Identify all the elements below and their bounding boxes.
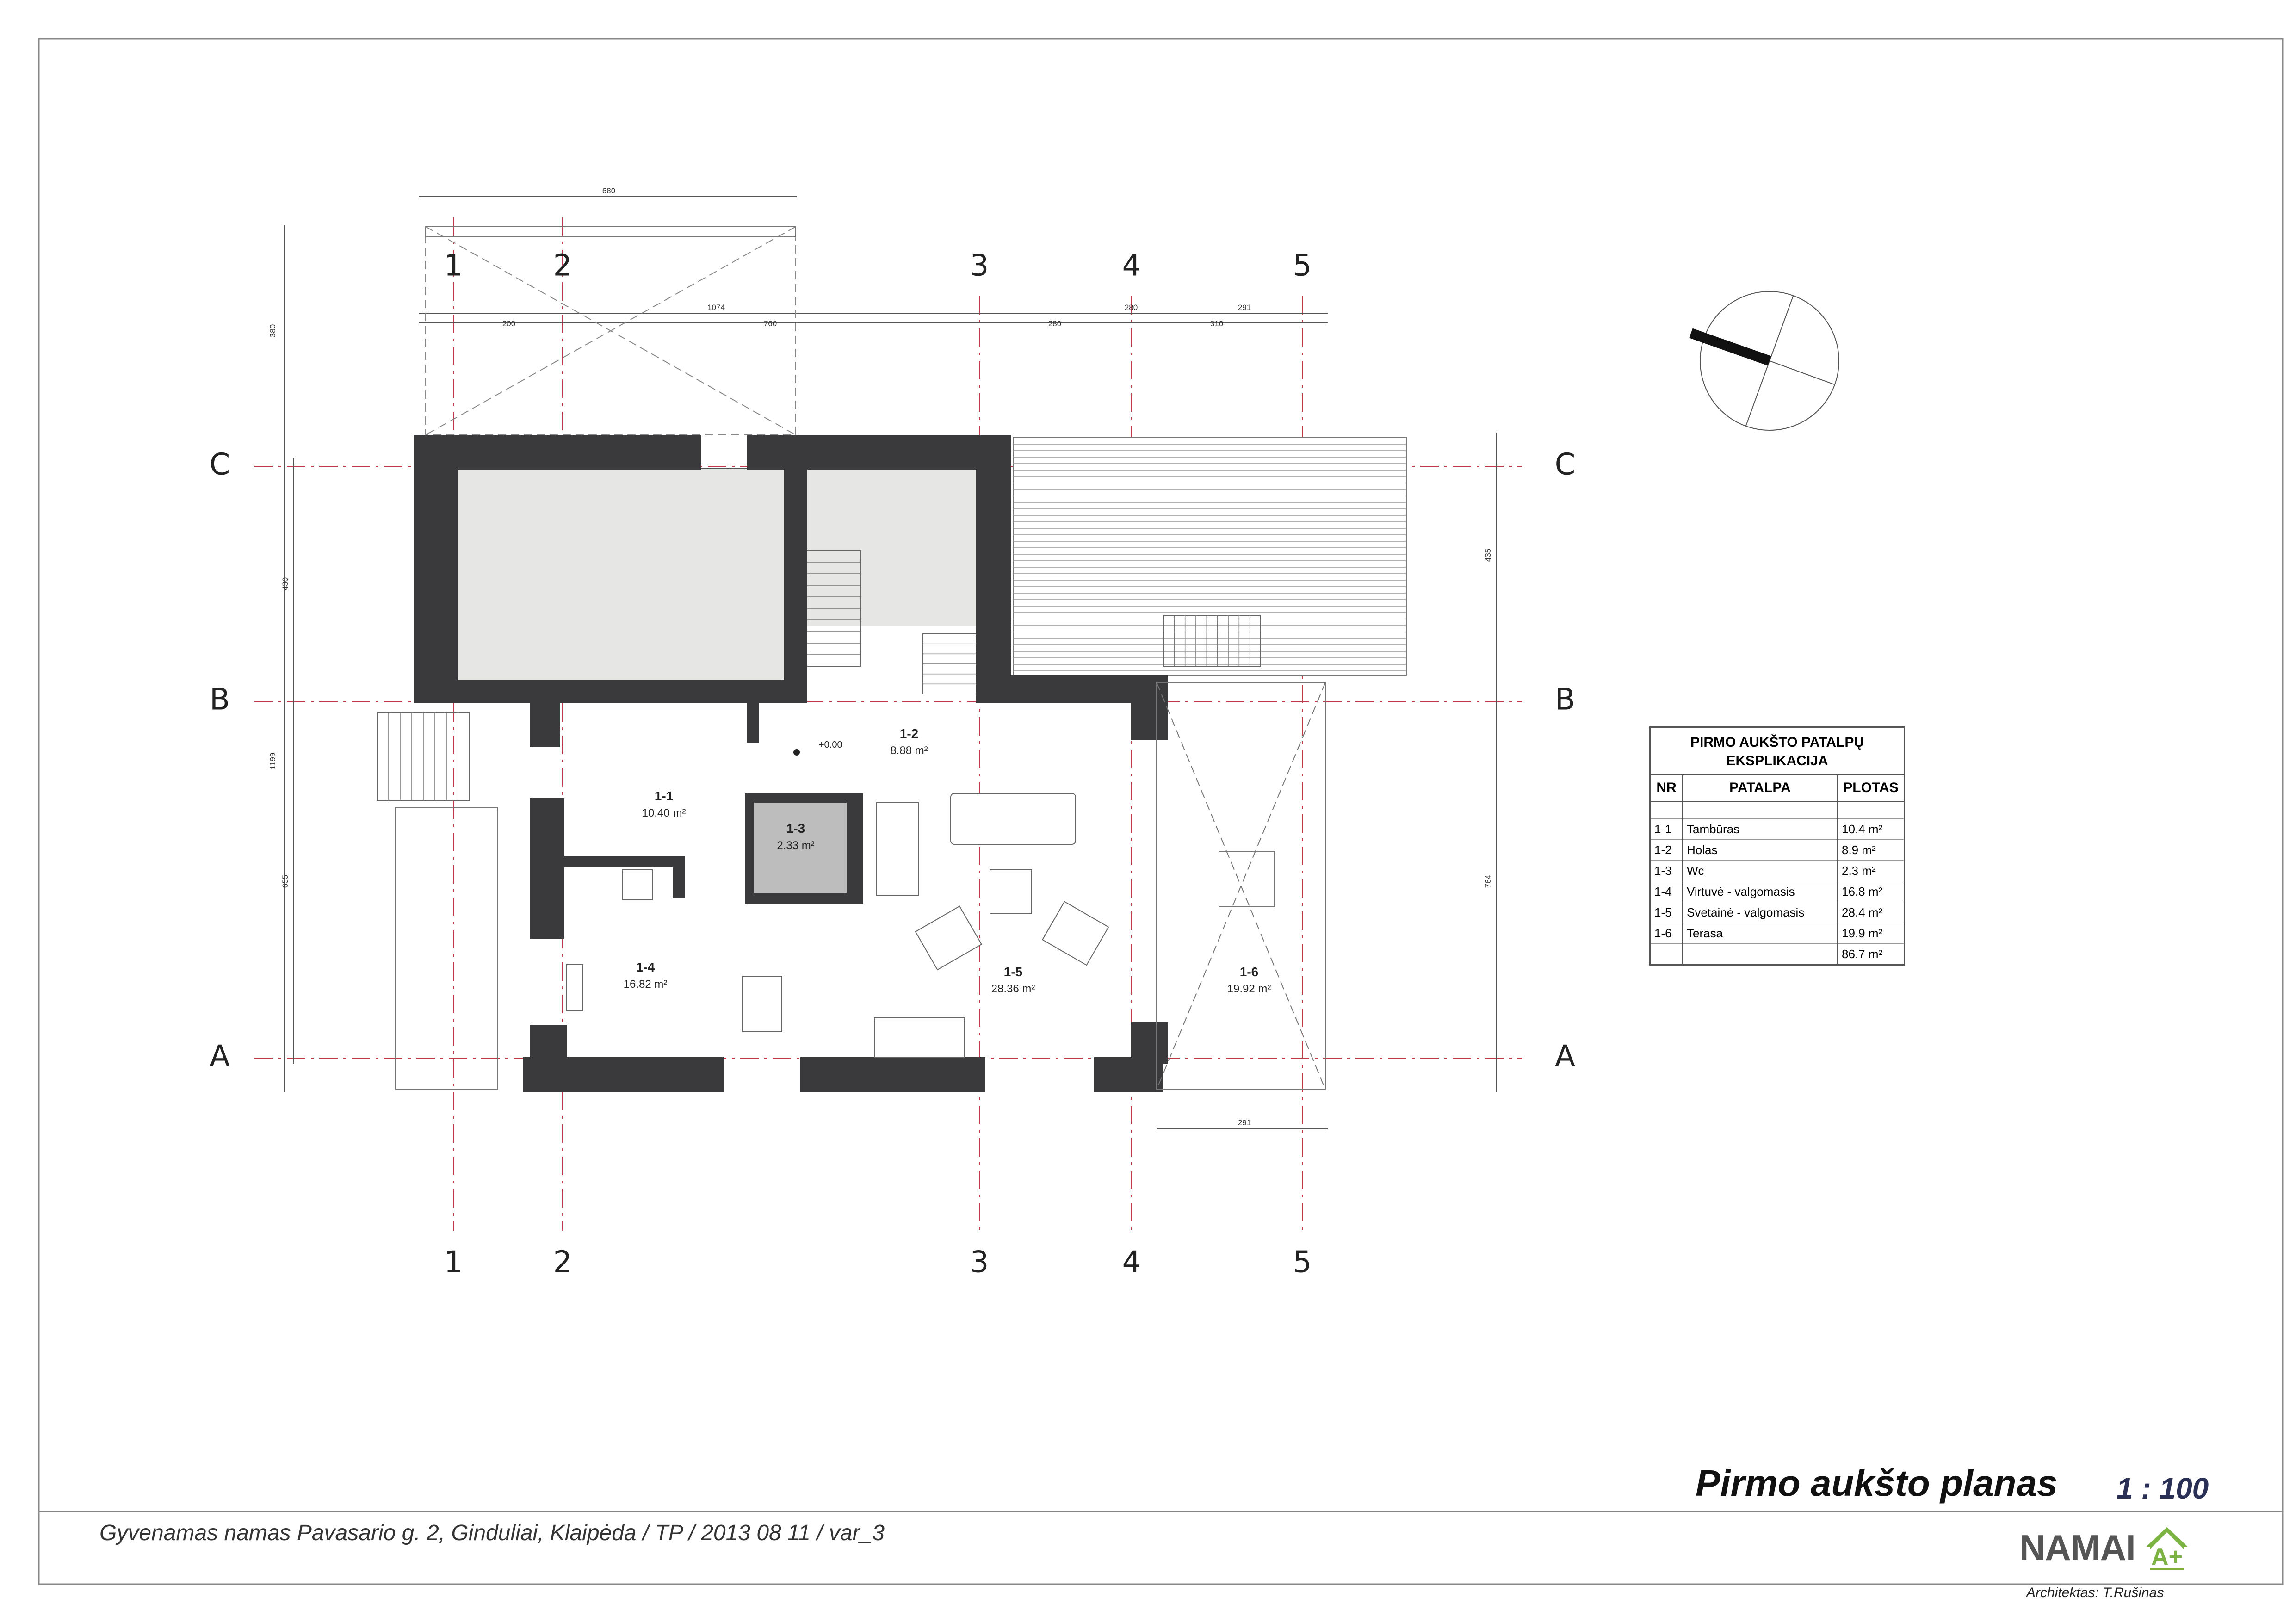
header-nr: NR	[1651, 775, 1683, 801]
table-row	[1651, 840, 1904, 861]
cell-nr: 1-2	[1651, 840, 1683, 861]
cell-room: Terasa	[1683, 923, 1838, 944]
cell-nr: 1-6	[1651, 923, 1683, 944]
level-marker-icon	[793, 749, 800, 756]
header-room: PATALPA	[1683, 775, 1838, 801]
table-row	[1651, 923, 1904, 944]
cell-area: 8.9 m²	[1838, 840, 1904, 861]
room-1-2-area: 8.88 m²	[890, 744, 928, 757]
dim-280-second: 280	[1048, 319, 1062, 328]
axis-label-3-top: 3	[970, 248, 989, 283]
axis-label-2-top: 2	[553, 248, 572, 283]
cell-room: Wc	[1683, 861, 1838, 881]
dim-280-top: 280	[1124, 303, 1138, 312]
total-row	[1651, 944, 1904, 965]
room-shade-stair	[805, 469, 977, 626]
room-shade-left	[456, 469, 786, 681]
axis-label-c-left: C	[209, 447, 230, 482]
axis-label-1-bottom: 1	[444, 1245, 463, 1280]
logo-text: NAMAI	[2019, 1527, 2135, 1568]
roof-edge-ticks	[426, 227, 796, 237]
project-caption: Gyvenamas namas Pavasario g. 2, Ginduliai, Klaipėda / TP / 2013 08 11 / var_3	[99, 1521, 885, 1545]
table-row	[1651, 819, 1904, 840]
room-1-5-area: 28.36 m²	[991, 983, 1035, 995]
table-row	[1651, 902, 1904, 923]
room-schedule-title-line2: EKSPLIKACIJA	[1726, 753, 1828, 768]
axis-label-1-top: 1	[444, 248, 463, 283]
dim-760: 760	[763, 319, 777, 328]
axis-label-4-bottom: 4	[1122, 1245, 1141, 1280]
header-area: PLOTAS	[1838, 775, 1904, 801]
room-1-5-id: 1-5	[1003, 965, 1023, 979]
cell-area: 10.4 m²	[1838, 819, 1904, 840]
room-1-3-id: 1-3	[786, 821, 805, 836]
axis-label-a-right: A	[1555, 1039, 1575, 1074]
room-1-2-id: 1-2	[899, 726, 919, 741]
table-row	[1651, 861, 1904, 881]
cell-area: 28.4 m²	[1838, 902, 1904, 923]
dim-291-bottom: 291	[1238, 1118, 1251, 1127]
cell-room: Virtuvė - valgomasis	[1683, 881, 1838, 902]
dim-380: 380	[268, 324, 277, 338]
cell-nr: 1-3	[1651, 861, 1683, 881]
cell-nr: 1-5	[1651, 902, 1683, 923]
architect-credit: Architektas: T.Rušinas	[2026, 1585, 2164, 1600]
room-1-4-area: 16.82 m²	[623, 978, 668, 991]
cell-room: Svetainė - valgomasis	[1683, 902, 1838, 923]
dim-430: 430	[281, 577, 290, 591]
room-schedule-title	[1651, 728, 1904, 775]
axis-label-5-top: 5	[1293, 248, 1312, 283]
drawing-title: Pirmo aukšto planas	[1696, 1462, 2058, 1504]
namai-logo	[2019, 1522, 2195, 1573]
axis-label-b-right: B	[1555, 682, 1575, 717]
dim-764: 764	[1484, 874, 1492, 888]
cell-area: 19.9 m²	[1838, 923, 1904, 944]
dim-435: 435	[1484, 548, 1492, 562]
axis-label-b-left: B	[210, 682, 230, 717]
room-1-1-id: 1-1	[654, 789, 674, 803]
dim-1199: 1199	[268, 752, 277, 770]
axis-label-4-top: 4	[1122, 248, 1141, 283]
dim-200: 200	[502, 319, 516, 328]
axis-label-3-bottom: 3	[970, 1245, 989, 1280]
cell-nr: 1-4	[1651, 881, 1683, 902]
axis-label-2-bottom: 2	[553, 1245, 572, 1280]
dim-310: 310	[1210, 319, 1224, 328]
dim-680: 680	[602, 186, 616, 195]
spacer-row	[1651, 801, 1904, 819]
axis-label-5-bottom: 5	[1293, 1245, 1312, 1280]
room-schedule-title-line1: PIRMO AUKŠTO PATALPŲ	[1690, 735, 1864, 750]
dim-291-top: 291	[1238, 303, 1251, 312]
room-1-3-area: 2.33 m²	[777, 839, 815, 852]
axis-label-a-left: A	[210, 1039, 230, 1074]
level-mark: +0.00	[819, 740, 842, 750]
room-schedule-header	[1651, 775, 1904, 801]
room-1-6-id: 1-6	[1239, 965, 1259, 979]
table-row	[1651, 881, 1904, 902]
room-schedule-table	[1651, 775, 1904, 964]
axis-label-c-right: C	[1554, 447, 1576, 482]
logo-badge-text: A+	[2151, 1543, 2183, 1570]
cell-room: Tambūras	[1683, 819, 1838, 840]
room-1-4-id: 1-4	[636, 960, 655, 974]
dim-1074: 1074	[707, 303, 725, 312]
title-block-divider	[39, 1511, 2283, 1512]
drawing-scale: 1 : 100	[2117, 1472, 2209, 1505]
house-logo-icon	[2139, 1522, 2195, 1573]
deck-boards	[1013, 437, 1406, 675]
cell-room: Holas	[1683, 840, 1838, 861]
cell-area: 16.8 m²	[1838, 881, 1904, 902]
dim-655: 655	[281, 874, 290, 888]
room-1-1-area: 10.40 m²	[642, 807, 686, 819]
roof-projection-top	[426, 227, 796, 435]
cell-area: 2.3 m²	[1838, 861, 1904, 881]
room-1-6-area: 19.92 m²	[1227, 983, 1271, 995]
north-arrow-icon	[1691, 291, 1839, 430]
cell-nr: 1-1	[1651, 819, 1683, 840]
room-schedule	[1649, 726, 1905, 966]
total-area: 86.7 m²	[1838, 944, 1904, 965]
sheet-border	[39, 39, 2283, 1584]
